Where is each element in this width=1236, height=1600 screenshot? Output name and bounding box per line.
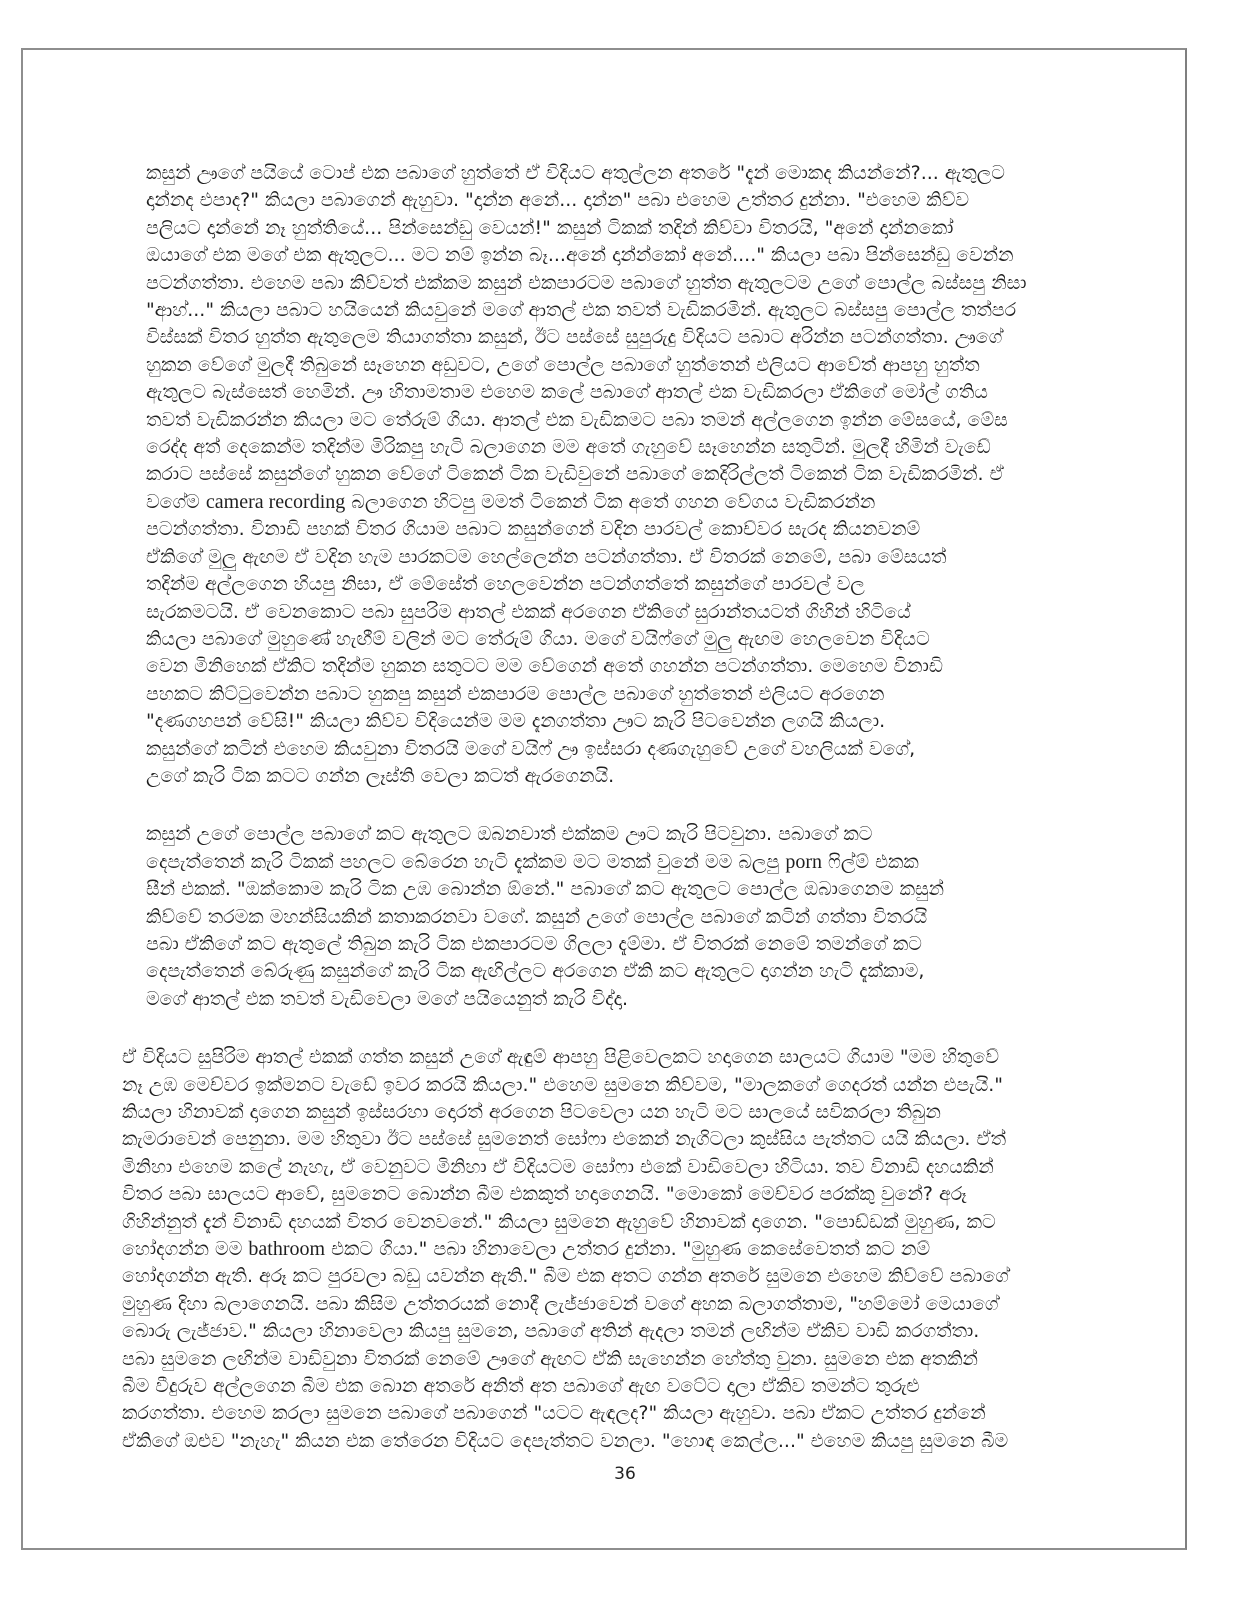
text-line: කරාට පස්සේ කසුන්ගේ හුකන වේගේ ටිකෙන් ටික වැඩිවුනේ පබාගේ කෙදිරිල්ලත් ටිකෙන් ටික වැඩිකරමින්. ඒ: [146, 463, 1004, 486]
paragraph: [146, 821, 1104, 1013]
page-number: 36: [614, 1464, 636, 1484]
text-line: ඒකිගේ ඔළුව "නැහැ" කියන එක තේරෙන විදියට දෙපැත්තට වනලා. "හොඳ කෙල්ල..." එහෙම කියපු සුමනෙ බීම: [122, 1429, 1009, 1452]
text-line: දෙපැත්තෙන් බේරුණු කසුන්ගේ කැරි ටික ඇඟිල්ලට අරගෙන ඒකි කට ඇතුලට දාගන්න හැටි දැක්කාම,: [146, 960, 925, 983]
latin-word: porn: [785, 850, 822, 873]
text-line: "ආහ්..." කියලා පබාට හයියෙන් කියවුනේ මගේ ආතල් එක තවත් වැඩිකරමින්. ඇතුලට බස්සපු පොල්ල තත්පර: [146, 299, 1017, 322]
text-line: කරගත්තා. එහෙම කරලා සුමනෙ පබාගේ පබාගෙන් "යටට ඇඳලද?" කියලා ඇහුවා. පබා ඒකට උත්තර දුන්නේ: [122, 1402, 986, 1425]
text-line: බීම වීදුරුව අල්ලගෙන බීම එක බොන අතරේ අනිත් අත පබාගේ ඇඟ වටේට දාලා ඒකිව තමන්ට තුරුළු: [122, 1375, 920, 1398]
document-text: [122, 160, 1104, 1486]
text-line: බොරු ලැජ්ජාව." කියලා හිනාවෙලා කියපු සුමනෙ, පබාගේ අතින් ඇදලා තමන් ලඟින්ම ඒකිව වාඩි කරගත්තා.: [122, 1320, 980, 1343]
paragraph: [122, 1044, 1104, 1455]
text-line: "දණගහපන් වේසි!" කියලා කිව්ව විදියෙන්ම මම දැනගත්තා ඌට කැරි පිටවෙන්න ලගයි කියලා.: [146, 710, 886, 733]
text-line: වගේම camera recording බලාගෙන හිටපු මමත් ටිකෙන් ටික අතේ ගහන වේගය වැඩිකරන්න: [146, 490, 876, 513]
text-line: කිව්වේ තරමක මහන්සියකින් කතාකරනවා වගේ. කසුන් උගේ පොල්ල පබාගේ කටින් ගත්තා විතරයි: [146, 905, 928, 928]
text-line: පබා ඒකිගේ කට ඇතුලේ තිබුන කැරි ටික එකපාරටම ගිලලා දැම්මා. ඒ විතරක් නෙමේ තමන්ගේ කට: [146, 932, 922, 955]
text-line: ගිහින්නුත් දැන් විනාඩි දහයක් විතර වෙනවනේ." කියලා සුමනෙ ඇහුවේ හිනාවක් දාගෙන. "පොඩ්ඩක් මුහුණ, කට: [122, 1210, 996, 1233]
text-line: මගේ ආතල් එක තවත් වැඩිවෙලා මගේ පයියෙනුත් කැරි විද්දා.: [146, 987, 629, 1010]
text-line: ඇතුලට බැස්සෙත් හෙමින්. ඌ හිතාමතාම එහෙම කලේ පබාගේ ආතල් එක වැඩිකරලා ඒකිගේ මෝල් ගතිය: [146, 381, 988, 404]
paragraph: [146, 160, 1104, 790]
text-line: රෙද්ද අත් දෙකෙන්ම තදින්ම මිරිකපු හැටි බලාගෙන මම අතේ ගැහුවේ සෑහෙන්න සතුටින්. මුලදී හිමින් වැඩේ: [146, 436, 991, 459]
text-line: පලියට දාන්නේ නෑ හුත්තියේ... පින්සෙන්ඩු වෙයන්!" කසුන් ටිකක් තදින් කිව්වා විතරයි, "අනේ දාන්නකෝ: [146, 216, 954, 239]
text-line: මුහුණ දිහා බලාගෙනයි. පබා කිසිම උත්තරයක් නොදී ලැජ්ජාවෙන් වගේ අහක බලාගත්තාම, "හම්මෝ මෙයාගේ: [122, 1292, 999, 1315]
latin-word: camera recording: [205, 490, 346, 513]
text-line: තදින්ම අල්ලගෙන හියපු නිසා, ඒ මේසේත් හෙලවෙන්න පටන්ගත්තේ කසුන්ගේ පාරවල් වල: [146, 573, 865, 596]
text-line: හුකන වේගේ මුලදී තිබුනේ සෑහෙන අඩුවට, උගේ පොල්ල පබාගේ හුත්තෙන් එලියට ආවේත් ආපහු හුත්ත: [146, 353, 980, 376]
text-line: විතර පබා සාලයට ආවේ, සුමනෙට බොන්න බීම එකකුත් හදාගෙනයි. "මොකෝ මෙච්වර පරක්කු වුනේ? අරූ: [122, 1183, 967, 1206]
latin-word: bathroom: [248, 1238, 326, 1261]
text-line: හෝදගන්න මම bathroom එකට ගියා." පබා හිනාවෙලා උත්තර දුන්නා. "මුහුණ කෙසේවෙතත් කට නම්: [122, 1238, 931, 1261]
text-line: උගේ කැරි ටික කටට ගන්න ලෑස්ති වෙලා කටත් ඇරගෙනයි.: [146, 764, 615, 787]
text-line: විස්සක් විතර හුත්ත ඇතුලෙම තියාගත්තා කසුන්, ඊට පස්සේ සුපුරුදු විදියට පබාට අරින්න පටන්ගත්තා. ඌගේ: [146, 326, 1003, 349]
text-line: කසුන්ගේ කටින් එහෙම කියවුනා විතරයි මගේ වයිෆ් ඌ ඉස්සරා දණගැහුවේ උගේ වහලියක් වගේ,: [146, 737, 916, 760]
text-line: දාන්නද එපාද?" කියලා පබාගෙන් ඇහුවා. "දාන්න අනේ... දාන්න" පබා එහෙම උත්තර දුන්නා. "එහෙම කිව්ව: [146, 189, 970, 212]
text-line: වෙන මිනිහෙක් ඒකිට තදින්ම හුකන සතුටට මම වේගෙන් අතේ ගහන්න පටන්ගත්තා. මෙහෙම විනාඩි: [146, 655, 943, 678]
text-line: කියලා හිනාවක් දාගෙන කසුන් ඉස්සරහා දොරත් අරගෙන පිටවෙලා යන හැටි මට සාලයේ සවිකරලා තිබුන: [122, 1101, 941, 1123]
text-line: පබා සුමනෙ ලඟින්ම වාඩිවුනා විතරක් නෙමේ ඌගේ ඇඟට ඒකි සැහෙන්න හේත්තු වුනා. සුමනෙ එක අතකින්: [122, 1347, 978, 1370]
text-line: සැරකමටයි. ඒ වෙනකොට පබා සුපරිම ආතල් එකක් අරගෙන ඒකිගේ සුරාන්තයටත් ගිහින් හිටියේ: [146, 600, 911, 623]
text-line: කසුන් ඌගේ පයියේ ටොප් එක පබාගේ හුත්තේ ඒ විදියට අතුල්ලන අතරේ "දැන් මොකද කියන්නේ?... ඇතුලට: [146, 162, 1005, 184]
text-line: කසුන් උගේ පොල්ල පබාගේ කට ඇතුලට ඔබනවාත් එක්කම ඌට කැරි පිටවුනා. පබාගේ කට: [146, 823, 873, 846]
text-line: තවත් වැඩිකරන්න කියලා මට තේරුම් ගියා. ආතල් එක වැඩිකමට පබා තමන් අල්ලගෙන ඉන්න මේසයේ, මේස: [146, 408, 1008, 431]
text-line: කියලා පබාගේ මුහුණේ හැඟීම් වලින් මට තේරුම් ගියා. මගේ වයිෆ්ගේ මුලු ඇඟම හෙලවෙන විදියට: [146, 627, 930, 650]
text-line: ඒකිගේ මුලු ඇඟම ඒ වදින හැම පාරකටම හෙල්ලෙන්න පටන්ගත්තා. ඒ විතරක් නෙමේ, පබා මේසයත්: [146, 545, 947, 568]
text-line: පටන්ගත්තා. එහෙම පබා කිව්වත් එක්කම කසුන් එකපාරටම පබාගේ හුත්ත ඇතුලටම උගේ පොල්ල බස්සපු නිසා: [146, 271, 1027, 294]
text-line: සීන් එකක්. "ඔක්කොම කැරි ටික උඹ බොන්න ඕනේ." පබාගේ කට ඇතුලට පොල්ල ඔබාගෙනම කසුන්: [146, 878, 945, 901]
text-line: දෙපැත්තෙන් කැරි ටිකක් පහලට බේරෙන හැටි දැක්කම මට මතක් වුනේ මම බලපු porn ෆිල්ම් එකක: [146, 850, 919, 873]
text-line: ඒ විදියට සුපිරිම ආතල් එකක් ගත්ත කසුන් උගේ ඇඳුම් ආපහු පිළිවෙලකට හදාගෙන සාලයට ගියාම "මම හිතුවේ: [122, 1046, 999, 1069]
text-line: නෑ උඹ මෙච්වර ඉක්මනට වැඩේ ඉවර කරයි කියලා." එහෙම සුමනෙ කිව්වම, "මාලකගේ ගෙදරත් යන්න එපැයි.": [122, 1073, 1004, 1096]
text-line: ඔයාගේ එක මගේ එක ඇතුලට... මට නම් ඉන්න බෑ...අනේ දාන්න්කෝ අනේ...." කියලා පබා පින්සෙන්ඩු වෙන්න: [146, 244, 1014, 267]
text-line: හෝදගන්න ඇති. අරූ කට පුරවලා බඩු යවන්න ඇති." බීම එක අතට ගන්න අතරේ සුමනෙ එහෙම කිව්වේ පබාගේ: [122, 1265, 1009, 1288]
text-line: මිනිහා එහෙම කලේ නැහැ, ඒ වෙනුවට මිනිහා ඒ විදියටම සෝෆා එකේ වාඩිවෙලා හිටියා. තව විනාඩි දහයකින්: [122, 1155, 994, 1178]
text-line: පටන්ගත්තා. විනාඩි පහක් විතර ගියාම පබාට කසුන්ගෙන් වදින පාරවල් කොච්වර සැරද කියනවනම්: [146, 518, 921, 541]
text-line: පහකට කිට්ටුවෙන්න පබාට හුකපු කසුන් එකපාරම පොල්ල පබාගේ හුත්තෙන් එලියට අරගෙන: [146, 682, 885, 705]
text-line: කැමරාවෙන් පෙනුනා. මම හිතුවා ඊට පස්සේ සුමනෙත් සෝෆා එකෙන් නැගිටලා කුස්සිය පැත්තට යයි කියලා. ඒත්: [122, 1128, 1007, 1151]
